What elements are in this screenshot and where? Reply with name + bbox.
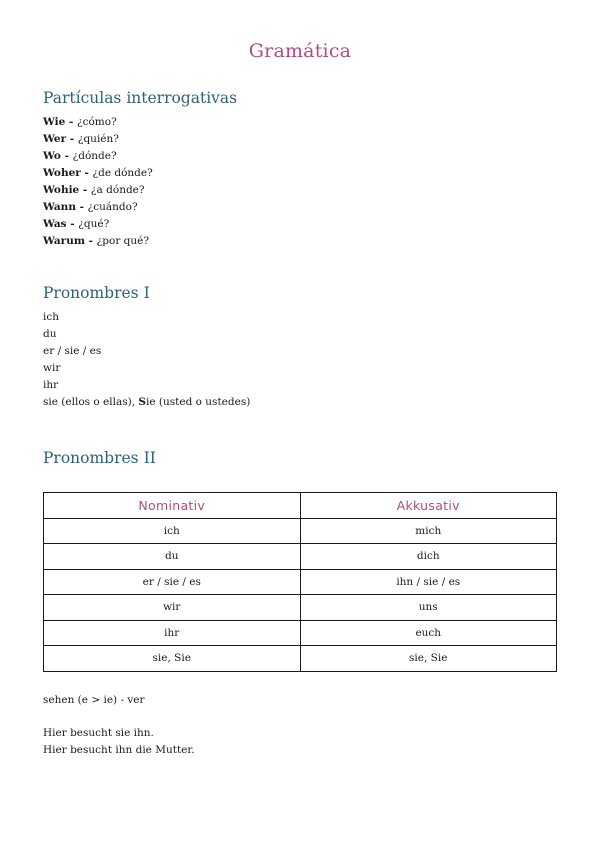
table-row bbox=[44, 646, 557, 672]
list-item: wir bbox=[43, 362, 61, 374]
heading-pronombres-1: Pronombres I bbox=[43, 284, 150, 302]
pronombres-1-list bbox=[43, 309, 250, 411]
question-word: Woher bbox=[43, 167, 81, 179]
separator: - bbox=[66, 218, 79, 230]
table-cell: ich bbox=[44, 518, 301, 544]
line-text: ie (usted o ustedes) bbox=[145, 396, 251, 408]
list-item bbox=[43, 114, 153, 131]
separator: - bbox=[65, 116, 77, 128]
interrogativas-list bbox=[43, 114, 153, 250]
list-item bbox=[43, 233, 153, 250]
list-item bbox=[43, 216, 153, 233]
list-item: ihr bbox=[43, 379, 59, 391]
meaning: ¿por qué? bbox=[96, 235, 149, 247]
question-word: Warum bbox=[43, 235, 85, 247]
line-text: sie (ellos o ellas), bbox=[43, 396, 139, 408]
question-word: Wie bbox=[43, 116, 66, 128]
meaning: ¿cómo? bbox=[76, 116, 117, 128]
question-word: Wohie bbox=[43, 184, 80, 196]
separator: - bbox=[79, 184, 91, 196]
pronoun-table bbox=[43, 492, 557, 672]
list-item bbox=[43, 131, 153, 148]
separator: - bbox=[66, 133, 78, 145]
table-cell: ihr bbox=[44, 620, 301, 646]
meaning: ¿qué? bbox=[78, 218, 110, 230]
meaning: ¿a dónde? bbox=[90, 184, 145, 196]
table-cell: mich bbox=[300, 518, 557, 544]
page-title: Gramática bbox=[248, 40, 352, 62]
table-row bbox=[44, 620, 557, 646]
example-sentence: Hier besucht ihn die Mutter. bbox=[43, 744, 195, 756]
heading-pronombres-2: Pronombres II bbox=[43, 449, 156, 467]
meaning: ¿dónde? bbox=[72, 150, 117, 162]
column-header-nominativ: Nominativ bbox=[44, 493, 301, 519]
table-header-row bbox=[44, 493, 557, 519]
question-word: Was bbox=[43, 218, 67, 230]
table-row bbox=[44, 518, 557, 544]
list-item: du bbox=[43, 328, 57, 340]
list-item bbox=[43, 165, 153, 182]
question-word: Wo bbox=[43, 150, 61, 162]
list-item bbox=[43, 148, 153, 165]
table-row bbox=[44, 569, 557, 595]
list-item: er / sie / es bbox=[43, 345, 102, 357]
list-item bbox=[43, 394, 250, 411]
question-word: Wann bbox=[43, 201, 76, 213]
list-item bbox=[43, 199, 153, 216]
meaning: ¿de dónde? bbox=[92, 167, 153, 179]
example-sentence: Hier besucht sie ihn. bbox=[43, 727, 154, 739]
table-cell: du bbox=[44, 544, 301, 570]
bold-letter: S bbox=[138, 396, 146, 408]
table-row bbox=[44, 544, 557, 570]
list-item: ich bbox=[43, 311, 60, 323]
separator: - bbox=[60, 150, 73, 162]
meaning: ¿quién? bbox=[77, 133, 119, 145]
table-cell: sie, Sie bbox=[44, 646, 301, 672]
table-cell: sie, Sie bbox=[300, 646, 557, 672]
separator: - bbox=[75, 201, 88, 213]
heading-interrogativas: Partículas interrogativas bbox=[43, 89, 238, 107]
column-header-akkusativ: Akkusativ bbox=[300, 493, 557, 519]
table-cell: euch bbox=[300, 620, 557, 646]
table-cell: wir bbox=[44, 595, 301, 621]
verb-note: sehen (e > ie) - ver bbox=[43, 694, 145, 706]
table-cell: ihn / sie / es bbox=[300, 569, 557, 595]
separator: - bbox=[80, 167, 93, 179]
table-cell: dich bbox=[300, 544, 557, 570]
table-cell: er / sie / es bbox=[44, 569, 301, 595]
separator: - bbox=[84, 235, 97, 247]
meaning: ¿cuándo? bbox=[87, 201, 138, 213]
table-cell: uns bbox=[300, 595, 557, 621]
question-word: Wer bbox=[43, 133, 67, 145]
table-row bbox=[44, 595, 557, 621]
list-item bbox=[43, 182, 153, 199]
